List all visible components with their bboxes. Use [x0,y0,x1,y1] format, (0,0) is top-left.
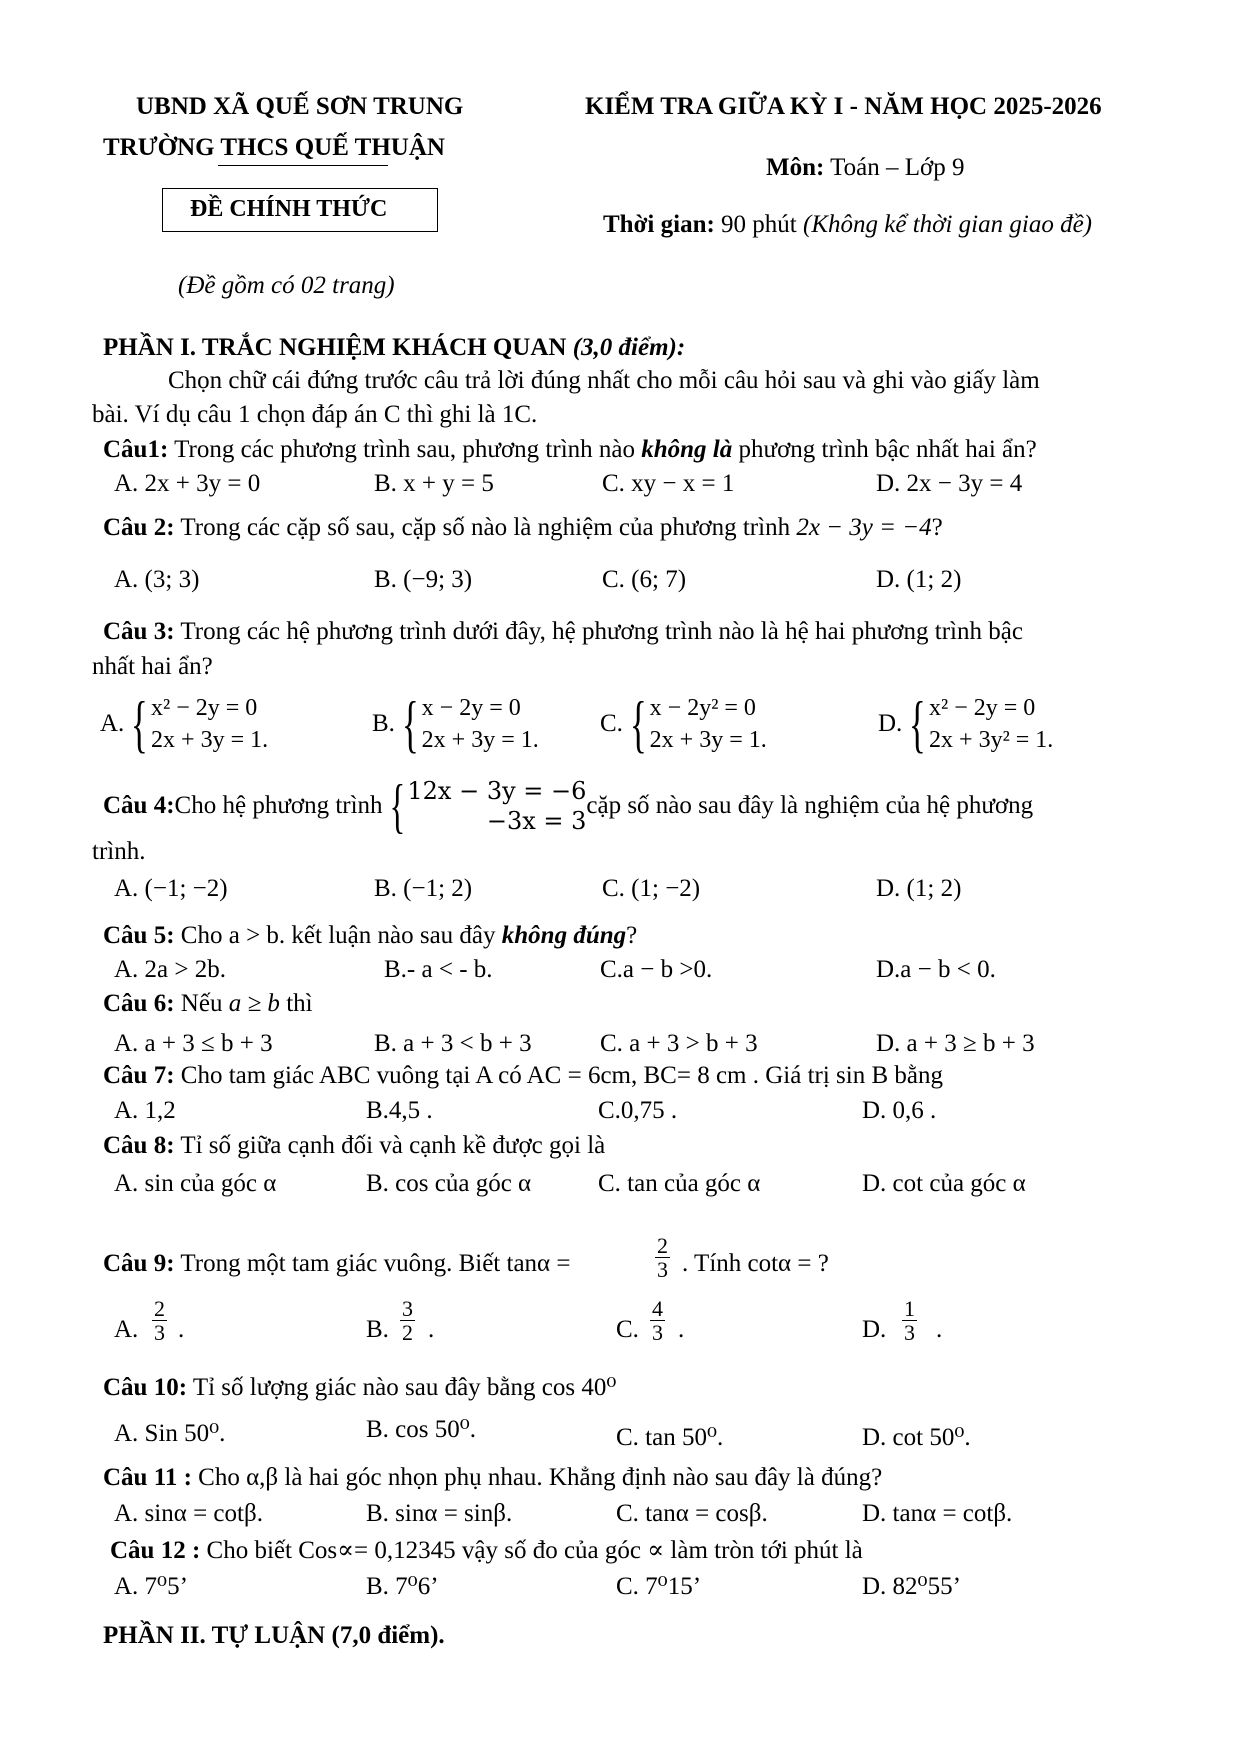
q9-d-num: 1 [904,1296,915,1321]
q2-text: Trong các cặp số sau, cặp số nào là nghiệm của phương trình [174,514,797,541]
q9-text-b: . Tính cotα = ? [682,1250,829,1277]
question-4 [103,773,1034,839]
q10-label: Câu 10: [103,1374,188,1401]
official-label: ĐỀ CHÍNH THỨC [190,196,388,222]
part1-points: (3,0 điểm): [572,334,686,361]
q9-option-b-label: B. [366,1316,389,1343]
question-3 [103,618,1023,647]
q6-text-b: thì [279,990,313,1017]
q6-label: Câu 6: [103,990,175,1017]
school-authority: UBND XÃ QUẾ SƠN TRUNG [136,93,464,120]
q9-given-fraction [655,1234,670,1281]
q3-a-label: A. [100,710,125,738]
q11-text: Cho α,β là hai góc nhọn phụ nhau. Khẳng định nào sau đây là đúng? [191,1464,883,1491]
q9-a-dot: . [178,1316,185,1343]
q12-option-a: A. 7⁰5’ [114,1573,188,1600]
part1-title-text: PHẦN I. TRẮC NGHIỆM KHÁCH QUAN [103,334,573,361]
q2-option-c: C. (6; 7) [602,566,687,593]
q3-a-eq2: 2x + 3y = 1. [151,727,269,754]
exam-title: KIỂM TRA GIỮA KỲ I - NĂM HỌC 2025-2026 [585,93,1102,120]
question-10 [103,1374,616,1403]
q3-b-eq1: x − 2y = 0 [421,695,521,721]
instruction-line-2: bài. Ví dụ câu 1 chọn đáp án C thì ghi là 1C. [92,401,538,428]
q8-option-d: D. cot của góc α [862,1170,1026,1197]
brace-icon: { [909,688,927,760]
q8-option-a: A. sin của góc α [114,1170,277,1197]
q7-option-b: B.4,5 . [366,1097,433,1124]
q3-option-d [878,688,1054,760]
question-9 [103,1250,570,1279]
brace-icon: { [629,688,647,760]
q4-label: Câu 4: [103,792,175,819]
q3-c-eq2: 2x + 3y = 1. [649,727,767,754]
q10-option-d: D. cot 50⁰. [862,1424,971,1451]
q3-label: Câu 3: [103,618,175,645]
question-8 [103,1132,605,1161]
q5-emphasis: không đúng [501,922,627,949]
question-12 [110,1537,863,1566]
q9-option-c [650,1297,665,1344]
q3-c-label: C. [600,710,623,738]
q1-option-c: C. xy − x = 1 [602,470,735,497]
q9-option-a [152,1297,167,1344]
q9-label: Câu 9: [103,1250,175,1277]
brace-icon: { [131,688,149,760]
q5-option-d: D.a − b < 0. [876,956,996,983]
q9-given-num: 2 [657,1233,668,1258]
q1-option-a: A. 2x + 3y = 0 [114,470,261,497]
question-11 [103,1464,882,1493]
q5-label: Câu 5: [103,922,175,949]
time-line [603,211,1092,240]
q4-option-d: D. (1; 2) [876,875,962,902]
q11-option-d: D. tanα = cotβ. [862,1500,1013,1527]
subject-value: Toán – Lớp 9 [824,154,965,181]
q2-equation: 2x − 3y = −4 [796,514,932,541]
instruction-line-1: Chọn chữ cái đứng trước câu trả lời đúng nhất cho mỗi câu hỏi sau và ghi vào giấy làm [168,367,1040,394]
page-count: (Đề gồm có 02 trang) [178,272,395,299]
question-5 [103,922,637,951]
q8-option-c: C. tan của góc α [598,1170,761,1197]
q9-a-den: 3 [154,1320,165,1346]
q11-option-c: C. tanα = cosβ. [616,1500,768,1527]
q8-option-b: B. cos của góc α [366,1170,532,1197]
q5-text-b: ? [626,922,638,949]
q9-b-num: 3 [402,1296,413,1321]
brace-icon: { [389,773,405,839]
q7-label: Câu 7: [103,1062,175,1089]
q5-option-a: A. 2a > 2b. [114,956,226,983]
question-6 [103,990,313,1019]
q2-label: Câu 2: [103,514,175,541]
q12-text: Cho biết Cos∝= 0,12345 vậy số đo của góc ∝ làm tròn tới phút là [200,1537,863,1564]
q3-a-eq1: x² − 2y = 0 [151,695,258,721]
q9-c-dot: . [678,1316,685,1343]
q9-c-num: 4 [652,1296,663,1321]
q9-c-den: 3 [652,1320,663,1346]
q1-emphasis: không là [641,436,733,463]
q4-eq1: 12x − 3y = −6 [407,777,587,805]
q1-text-b: phương trình bậc nhất hai ẩn? [732,436,1037,463]
q1-text-a: Trong các phương trình sau, phương trình nào [168,436,642,463]
question-2 [103,514,943,543]
q4-text-c: trình. [92,838,146,865]
q9-option-a-label: A. [114,1316,139,1343]
question-1 [103,436,1037,465]
q5-text-a: Cho a > b. kết luận nào sau đây [174,922,502,949]
q9-d-den: 3 [904,1320,915,1346]
q12-option-d: D. 82⁰55’ [862,1573,961,1600]
q12-label: Câu 12 : [110,1537,201,1564]
q2-option-b: B. (−9; 3) [374,566,473,593]
q5-option-c: C.a − b >0. [600,956,713,983]
q11-label: Câu 11 : [103,1464,192,1491]
q2-option-d: D. (1; 2) [876,566,962,593]
q4-text-a: Cho hệ phương trình [174,792,383,819]
q12-option-b: B. 7⁰6’ [366,1573,439,1600]
q11-option-a: A. sinα = cotβ. [114,1500,263,1527]
q6-option-d: D. a + 3 ≥ b + 3 [876,1030,1035,1057]
q3-d-eq2: 2x + 3y² = 1. [929,727,1054,754]
q10-text: Tỉ số lượng giác nào sau đây bằng cos 40⁰ [187,1374,617,1401]
q8-text: Tỉ số giữa cạnh đối và cạnh kề được gọi là [174,1132,606,1159]
q6-text-a: Nếu [174,990,229,1017]
q9-option-d-label: D. [862,1316,887,1343]
q9-text-a: Trong một tam giác vuông. Biết tanα = [174,1250,571,1277]
q9-option-b [400,1297,415,1344]
q4-eq2: −3x = 3 [486,807,587,835]
q10-option-b: B. cos 50⁰. [366,1416,477,1443]
q3-option-c [600,688,767,760]
time-label: Thời gian: [603,211,715,238]
q4-option-b: B. (−1; 2) [374,875,473,902]
q5-option-b: B.- a < - b. [384,956,493,983]
q3-b-eq2: 2x + 3y = 1. [421,727,539,754]
question-7 [103,1062,943,1091]
q3-d-label: D. [878,710,903,738]
subject-line [766,154,965,183]
q3-option-a [100,688,269,760]
q4-text-b: cặp số nào sau đây là nghiệm của hệ phương [586,792,1034,819]
school-name: TRƯỜNG THCS QUẾ THUẬN [103,134,445,161]
q11-option-b: B. sinα = sinβ. [366,1500,513,1527]
brace-icon: { [401,688,419,760]
q2-option-a: A. (3; 3) [114,566,200,593]
q9-option-d [902,1297,917,1344]
q3-b-label: B. [372,710,395,738]
q9-d-dot: . [936,1316,943,1343]
time-value: 90 phút [714,211,803,238]
q7-option-a: A. 1,2 [114,1097,176,1124]
q9-option-c-label: C. [616,1316,639,1343]
q9-b-dot: . [428,1316,435,1343]
q3-d-eq1: x² − 2y = 0 [929,695,1036,721]
part1-title [103,334,685,363]
q3-option-b [372,688,539,760]
school-underline [218,165,388,166]
q3-c-eq1: x − 2y² = 0 [649,695,756,721]
q12-option-c: C. 7⁰15’ [616,1573,702,1600]
q1-option-d: D. 2x − 3y = 4 [876,470,1023,497]
q3-text-2: nhất hai ẩn? [92,653,213,680]
q1-label: Câu1: [103,436,169,463]
q9-a-num: 2 [154,1296,165,1321]
q7-option-c: C.0,75 . [598,1097,678,1124]
q10-option-c: C. tan 50⁰. [616,1424,724,1451]
q9-b-den: 2 [402,1320,413,1346]
q9-given-den: 3 [657,1257,668,1283]
time-note: (Không kể thời gian giao đề) [803,211,1092,238]
q2-end: ? [931,514,943,541]
q7-text: Cho tam giác ABC vuông tại A có AC = 6cm, BC= 8 cm . Giá trị sin B bằng [174,1062,943,1089]
q6-option-c: C. a + 3 > b + 3 [600,1030,758,1057]
q3-text-1: Trong các hệ phương trình dưới đây, hệ phương trình nào là hệ hai phương trình bậc [174,618,1023,645]
q10-option-a: A. Sin 50⁰. [114,1420,226,1447]
q6-option-a: A. a + 3 ≤ b + 3 [114,1030,273,1057]
q6-option-b: B. a + 3 < b + 3 [374,1030,532,1057]
q7-option-d: D. 0,6 . [862,1097,937,1124]
q6-condition: a ≥ b [228,990,280,1017]
q4-option-c: C. (1; −2) [602,875,701,902]
q1-option-b: B. x + y = 5 [374,470,494,497]
part2-title: PHẦN II. TỰ LUẬN (7,0 điểm). [103,1622,445,1649]
q4-option-a: A. (−1; −2) [114,875,228,902]
q8-label: Câu 8: [103,1132,175,1159]
subject-label: Môn: [766,154,825,181]
